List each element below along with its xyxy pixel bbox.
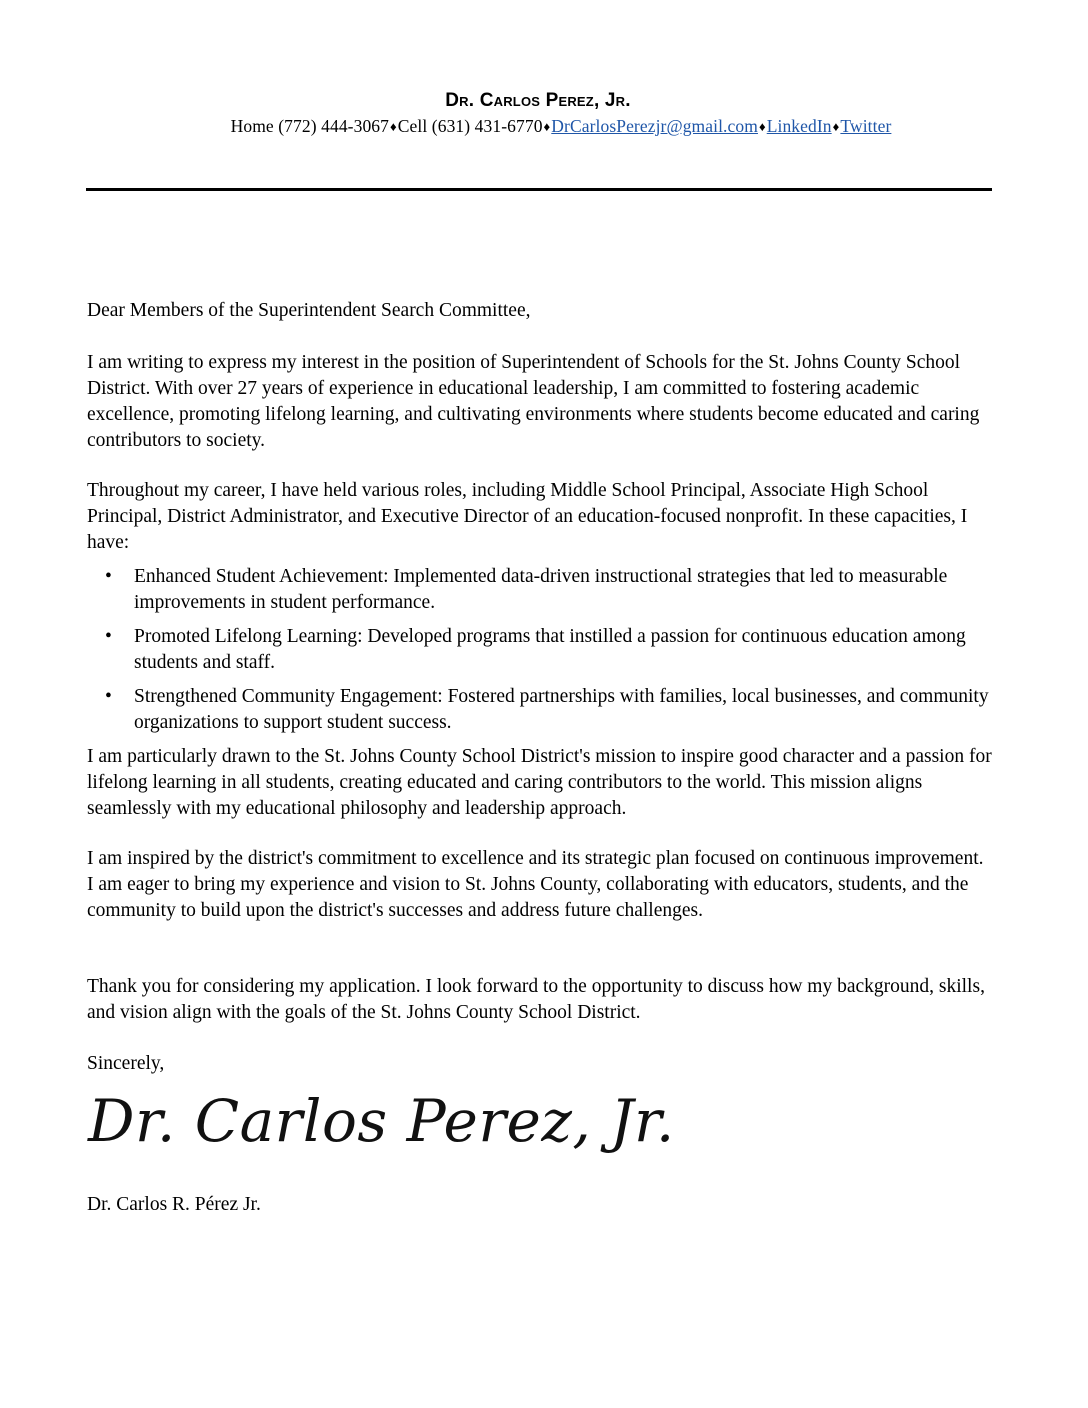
signature: Dr. Carlos Perez, Jr. (88, 1087, 675, 1155)
twitter-link[interactable]: Twitter (840, 116, 892, 136)
bullet-icon: • (105, 686, 112, 707)
diamond-separator-icon: ♦ (758, 119, 766, 134)
list-item (87, 684, 992, 736)
paragraph-mission: I am particularly drawn to the St. Johns County School District's mission to inspire good character and a passion for lifelong learning in all students, creating educated and caring contributors to the world. This mission aligns seamlessly with my educational philosophy and leadership approach. (87, 746, 992, 819)
letterhead-contact-line (0, 116, 1088, 137)
paragraph-commitment: I am inspired by the district's commitment to excellence and its strategic plan focused on continuous improvement. I am eager to bring my experience and vision to St. Johns County, collaborating with educators, students, and the community to build upon the district's successes and address future challenges. (87, 848, 984, 921)
list-item (87, 564, 992, 616)
list-item-text: Promoted Lifelong Learning: Developed programs that instilled a passion for continuous education among students and staff. (134, 626, 966, 673)
letterhead-name: Dr. Carlos Perez, Jr. (445, 90, 631, 111)
achievements-list (87, 564, 992, 744)
diamond-separator-icon: ♦ (832, 119, 840, 134)
printed-name: Dr. Carlos R. Pérez Jr. (87, 1194, 261, 1215)
list-item-text: Strengthened Community Engagement: Fostered partnerships with families, local businesses, and community organizations to support student success. (134, 686, 989, 733)
bullet-icon: • (105, 626, 112, 647)
paragraph-career: Throughout my career, I have held various roles, including Middle School Principal, Associate High School Principal, District Administrator, and Executive Director of an education-focused nonprofit. In these capacities, I have: (87, 480, 968, 553)
salutation: Dear Members of the Superintendent Search Committee, (87, 300, 531, 321)
paragraph-thanks: Thank you for considering my application. I look forward to the opportunity to discuss how my background, skills, and vision align with the goals of the St. Johns County School District. (87, 976, 985, 1023)
cell-phone: Cell (631) 431-6770 (397, 116, 543, 136)
list-item-text: Enhanced Student Achievement: Implemented data-driven instructional strategies that led to measurable improvements in student performance. (134, 566, 948, 613)
list-item (87, 624, 992, 676)
diamond-separator-icon: ♦ (543, 119, 551, 134)
bullet-icon: • (105, 566, 112, 587)
email-link[interactable]: DrCarlosPerezjr@gmail.com (551, 116, 758, 136)
diamond-separator-icon: ♦ (390, 119, 397, 134)
linkedin-link[interactable]: LinkedIn (766, 116, 832, 136)
closing: Sincerely, (87, 1053, 165, 1074)
header-divider (86, 188, 992, 191)
paragraph-intro: I am writing to express my interest in the position of Superintendent of Schools for the St. Johns County School District. With over 27 years of experience in educational leadership, I am committed to fostering academic excellence, promoting lifelong learning, and cultivating environments where students become educated and caring contributors to society. (87, 352, 980, 451)
home-phone: Home (772) 444-3067 (230, 116, 390, 136)
